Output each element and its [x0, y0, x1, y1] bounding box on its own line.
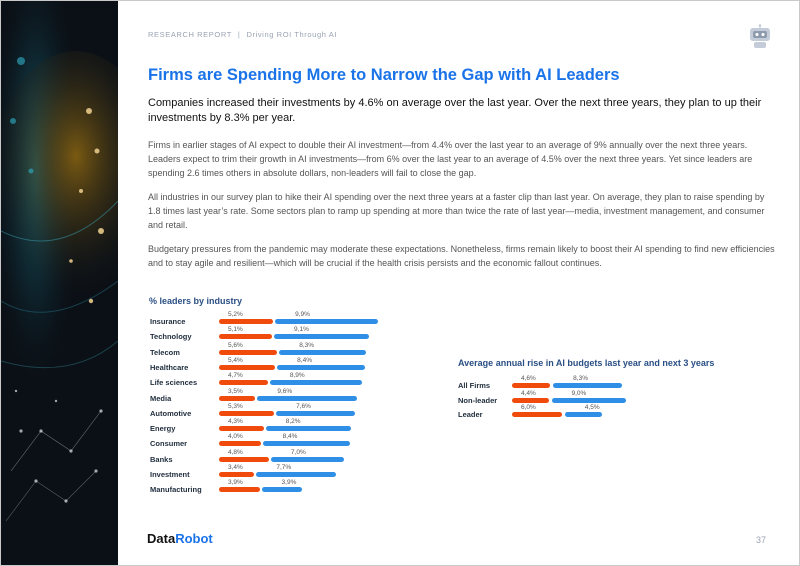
industry-bar-next-3-years-energy — [266, 426, 351, 431]
budget-bar-next-3-years-all-firms — [553, 383, 622, 388]
lead-paragraph: Companies increased their investments by 4.6% on average over the last year. Over the next three years, they plan to up their investments by 8.3% per year. — [148, 97, 762, 124]
industry-category-banks: Banks — [150, 454, 173, 464]
industry-bar-next-3-years-investment — [256, 472, 336, 477]
budget-bar-next-3-years-non-leader — [552, 398, 627, 403]
industry-bar-next-3-years-automotive — [276, 411, 355, 416]
industry-value-next-3-years-banks: 7,0% — [290, 448, 306, 456]
industry-bar-next-3-years-banks — [271, 457, 344, 462]
industry-category-healthcare: Healthcare — [150, 362, 189, 372]
industry-value-last-year-consumer: 4,0% — [228, 433, 243, 441]
industry-value-last-year-automotive: 5,3% — [228, 402, 243, 410]
budget-bar-next-3-years-leader — [565, 412, 602, 417]
running-header — [148, 30, 337, 39]
industry-bar-last-year-life-sciences — [219, 380, 268, 385]
budget-value-next-3-years-non-leader: 9,0% — [571, 389, 587, 397]
industry-value-next-3-years-consumer: 8,4% — [282, 433, 298, 441]
logo-text-robot: Robot — [175, 531, 213, 546]
industry-value-next-3-years-automotive: 7,6% — [296, 402, 311, 410]
industry-bar-last-year-media — [219, 396, 255, 401]
industry-bar-last-year-consumer — [219, 441, 261, 446]
budget-bar-last-year-non-leader — [512, 398, 549, 403]
industry-value-last-year-investment: 3,4% — [228, 464, 243, 471]
header-separator: | — [237, 30, 241, 39]
industry-category-insurance: Insurance — [150, 317, 186, 326]
industry-value-last-year-media: 3,5% — [228, 387, 243, 395]
budget-value-next-3-years-leader: 4,5% — [584, 404, 600, 411]
page-heading: Firms are Spending More to Narrow the Gap with AI Leaders — [148, 66, 620, 84]
industry-value-next-3-years-energy: 8,2% — [285, 418, 301, 426]
industry-bar-last-year-telecom — [219, 350, 277, 355]
industry-bar-last-year-healthcare — [219, 365, 275, 370]
industry-bar-next-3-years-life-sciences — [270, 380, 363, 385]
budget-value-next-3-years-all-firms: 8,3% — [573, 375, 588, 382]
logo-text-data: Data — [147, 531, 176, 546]
industry-category-energy: Energy — [150, 424, 176, 434]
industry-category-media: Media — [150, 393, 172, 403]
industry-category-life-sciences: Life sciences — [150, 378, 198, 388]
industry-bar-last-year-technology — [219, 334, 272, 339]
industry-value-last-year-insurance: 5,2% — [228, 311, 243, 318]
industry-value-last-year-manufacturing: 3,9% — [228, 479, 243, 487]
industry-value-next-3-years-manufacturing: 3,9% — [281, 479, 297, 487]
industry-value-last-year-life-sciences: 4,7% — [228, 372, 243, 380]
datarobot-logo — [147, 531, 213, 546]
industry-value-next-3-years-technology: 9,1% — [294, 326, 309, 334]
chart-title-budgets: Average annual rise in AI budgets last year and next 3 years — [458, 358, 715, 368]
industry-value-last-year-technology: 5,1% — [228, 326, 243, 334]
industry-value-next-3-years-investment: 7,7% — [276, 464, 292, 471]
industry-value-next-3-years-telecom: 8,3% — [299, 341, 315, 349]
page-number: 37 — [756, 535, 767, 545]
header-title: Driving ROI Through AI — [246, 30, 338, 39]
budget-value-last-year-all-firms: 4,6% — [521, 375, 536, 382]
industry-category-telecom: Telecom — [150, 347, 180, 357]
industry-bar-next-3-years-insurance — [275, 319, 378, 324]
industry-bar-next-3-years-consumer — [263, 441, 350, 446]
body-paragraph-2: All industries in our survey plan to hike their AI spending over the next three years at a faster clip than last year. On average, they plan to raise spending by 1.8 times last year’s rate. Some sectors plan to ramp up spending at more than twice the rate of last year—media, investment management, and consumer and retail. — [148, 192, 765, 230]
industry-category-automotive: Automotive — [150, 408, 192, 418]
industry-bar-next-3-years-technology — [274, 334, 369, 339]
industry-bar-last-year-manufacturing — [219, 487, 260, 492]
budget-category-all-firms: All Firms — [458, 381, 491, 390]
industry-bar-last-year-energy — [219, 426, 264, 431]
industry-value-next-3-years-healthcare: 8,4% — [297, 356, 312, 364]
decorative-side-image — [1, 1, 118, 565]
industry-bar-next-3-years-healthcare — [277, 365, 364, 370]
budget-value-last-year-non-leader: 4,4% — [521, 389, 536, 397]
industry-bar-last-year-insurance — [219, 319, 273, 324]
budget-category-leader: Leader — [458, 410, 483, 419]
industry-bar-next-3-years-media — [257, 396, 357, 401]
chart-title-industry: % leaders by industry — [149, 296, 243, 306]
industry-value-last-year-telecom: 5,6% — [228, 341, 243, 349]
industry-value-next-3-years-media: 9,6% — [277, 387, 293, 395]
industry-bar-last-year-automotive — [219, 411, 274, 416]
budget-value-last-year-leader: 6,0% — [521, 404, 536, 411]
header-section: RESEARCH REPORT — [148, 30, 232, 39]
industry-bar-last-year-investment — [219, 472, 254, 477]
industry-value-last-year-healthcare: 5,4% — [228, 356, 243, 364]
budget-bar-last-year-leader — [512, 412, 562, 417]
industry-category-consumer: Consumer — [150, 439, 188, 449]
industry-value-last-year-banks: 4,8% — [228, 448, 243, 456]
industry-value-last-year-energy: 4,3% — [228, 418, 243, 426]
industry-bar-last-year-banks — [219, 457, 269, 462]
body-paragraph-3: Budgetary pressures from the pandemic may moderate these expectations. Nonetheless, firms remain likely to boost their AI spending to find new efficiencies and to stay agile and resilient—which will be crucial if the health crisis persists and the economic fallout continues. — [148, 244, 775, 268]
industry-bar-next-3-years-telecom — [279, 350, 365, 355]
industry-value-next-3-years-insurance: 9,9% — [295, 311, 310, 318]
body-paragraph-1: Firms in earlier stages of AI expect to double their AI investment—from 4.4% over the last year to an average of 9% annually over the next three years. Leaders expect to trim their growth in AI investments—from 6% over the last year to an average of 4.5% over the next three years. Yet since leaders are spending 2.6 times others in absolute dollars, non-leaders will fail to close the gap. — [148, 140, 753, 178]
industry-category-manufacturing: Manufacturing — [150, 485, 202, 495]
industry-category-technology: Technology — [150, 332, 192, 342]
industry-bar-next-3-years-manufacturing — [262, 487, 303, 492]
robot-icon — [748, 24, 772, 55]
industry-value-next-3-years-life-sciences: 8,9% — [289, 372, 305, 380]
budget-bar-last-year-all-firms — [512, 383, 550, 388]
industry-category-investment: Investment — [150, 470, 190, 479]
budget-category-non-leader: Non-leader — [458, 395, 498, 405]
